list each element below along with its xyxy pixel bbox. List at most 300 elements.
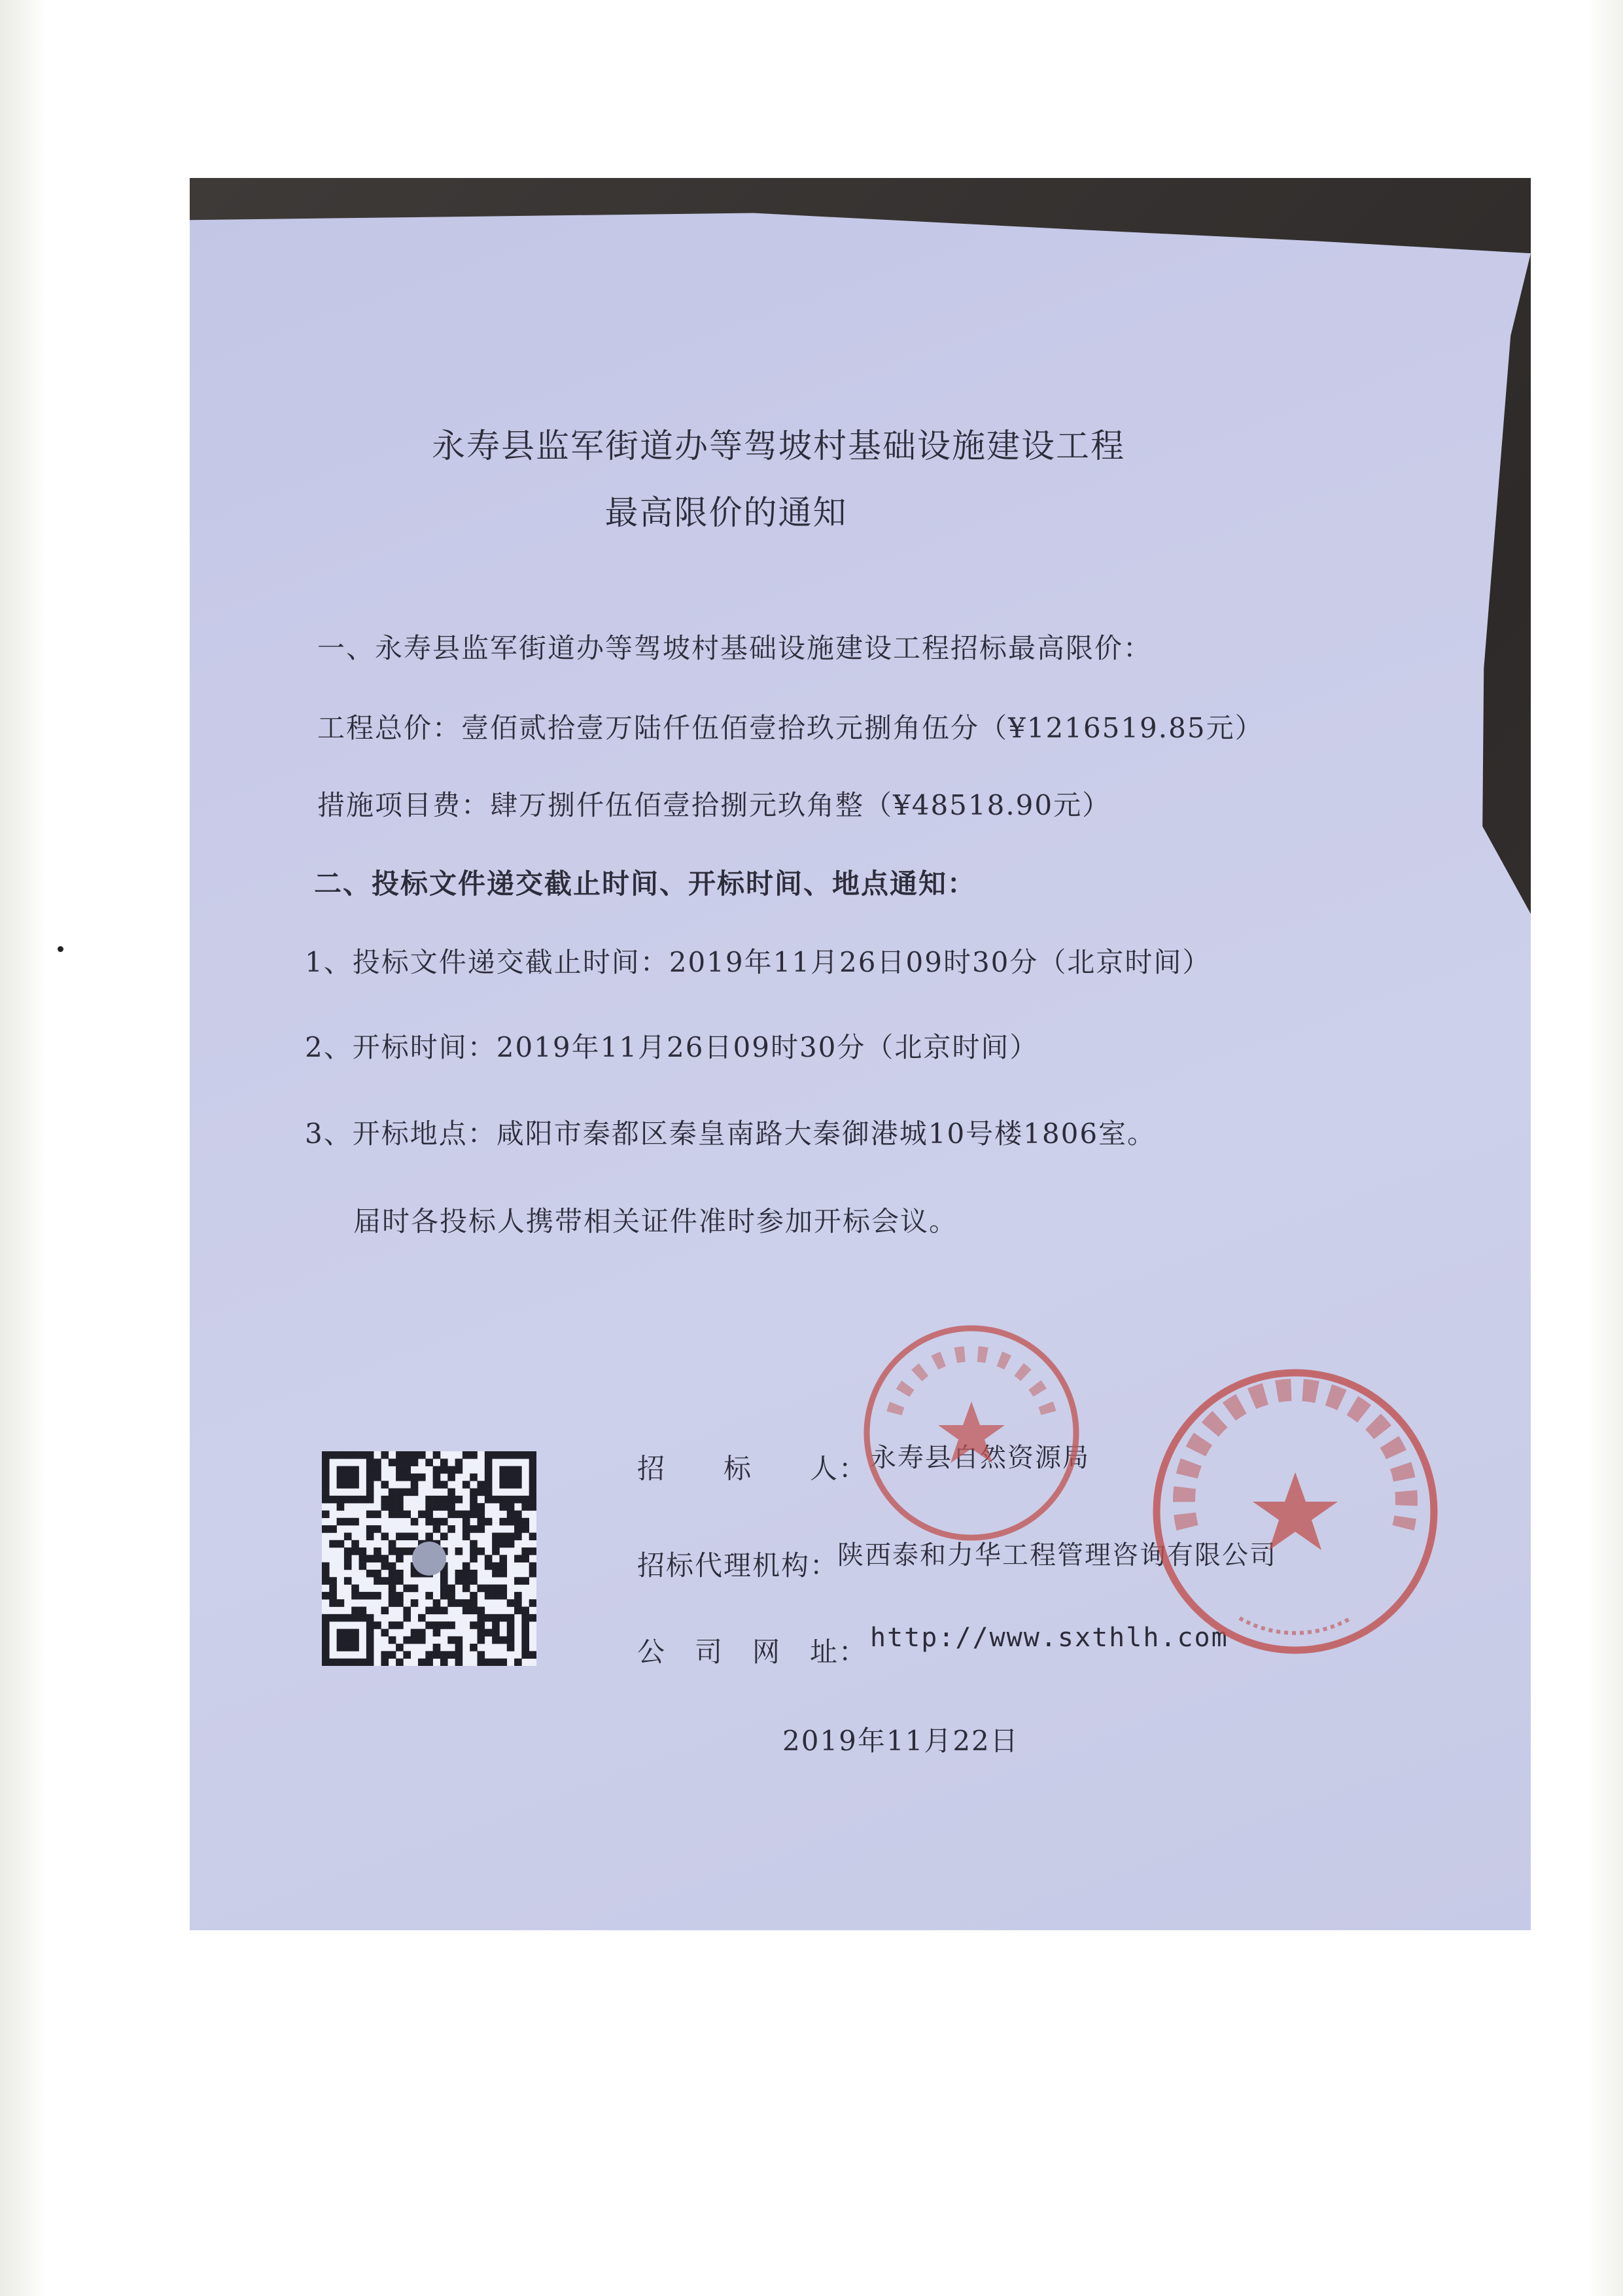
qr-module (322, 1466, 330, 1474)
qr-module (499, 1570, 507, 1578)
agent-seal-icon (1142, 1358, 1449, 1665)
opening-time-item: 2、开标时间：2019年11月26日09时30分（北京时间） (305, 1031, 1039, 1063)
qr-module (329, 1585, 337, 1593)
qr-module (521, 1518, 529, 1526)
qr-module (425, 1458, 433, 1466)
scan-left-edge (0, 0, 46, 2296)
qr-module (425, 1659, 433, 1666)
deadline-item: 1、投标文件递交截止时间：2019年11月26日09时30分（北京时间） (305, 946, 1212, 978)
qr-module (514, 1474, 522, 1481)
qr-module (478, 1607, 485, 1615)
qr-module (499, 1659, 507, 1666)
qr-module (478, 1636, 485, 1644)
qr-module (411, 1489, 419, 1496)
qr-module (389, 1577, 396, 1585)
agent-label: 招标代理机构： (637, 1549, 839, 1581)
qr-module (514, 1577, 522, 1585)
qr-module (366, 1481, 374, 1489)
qr-module (485, 1592, 493, 1600)
qr-module (389, 1563, 396, 1570)
qr-module (396, 1599, 404, 1607)
qr-module (418, 1636, 426, 1644)
closing-note: 届时各投标人携带相关证件准时参加开标会议。 (353, 1205, 958, 1237)
qr-module (344, 1629, 352, 1636)
qr-module (396, 1547, 404, 1555)
qr-module (374, 1474, 381, 1481)
qr-module (411, 1451, 419, 1459)
qr-module (322, 1563, 330, 1570)
qr-module (529, 1503, 536, 1511)
qr-module (514, 1451, 522, 1459)
qr-module (337, 1474, 345, 1481)
qr-module (381, 1451, 389, 1459)
qr-module (403, 1636, 411, 1644)
tenderer-value: 永寿县自然资源局 (870, 1443, 1090, 1473)
qr-module (403, 1532, 411, 1540)
qr-module (521, 1636, 529, 1644)
qr-module (403, 1607, 411, 1615)
qr-module (433, 1525, 441, 1533)
title-line-1: 永寿县监军街道办等驾坡村基础设施建设工程 (431, 427, 1125, 466)
qr-module (462, 1599, 470, 1607)
qr-module (507, 1636, 515, 1644)
qr-module (514, 1599, 522, 1607)
qr-module (418, 1451, 426, 1459)
qr-module (322, 1570, 330, 1578)
qr-module (403, 1614, 411, 1622)
qr-module (389, 1496, 396, 1504)
qr-module (433, 1518, 441, 1526)
qr-module (396, 1496, 404, 1504)
qr-module (366, 1621, 374, 1629)
qr-module (455, 1651, 463, 1659)
qr-module (337, 1481, 345, 1489)
qr-module (366, 1458, 374, 1466)
qr-module (344, 1466, 352, 1474)
qr-module (344, 1577, 352, 1585)
qr-module (389, 1621, 396, 1629)
qr-module (337, 1540, 345, 1548)
qr-module (322, 1451, 330, 1459)
qr-module (344, 1547, 352, 1555)
qr-module (470, 1525, 478, 1533)
qr-module (351, 1474, 359, 1481)
qr-module (507, 1644, 515, 1651)
qr-module (455, 1547, 463, 1555)
qr-module (344, 1451, 352, 1459)
qr-module (374, 1466, 381, 1474)
qr-module (366, 1592, 374, 1600)
qr-module (440, 1532, 448, 1540)
section1-heading: 一、永寿县监军街道办等驾坡村基础设施建设工程招标最高限价： (317, 632, 1153, 664)
qr-module (396, 1466, 404, 1474)
qr-module (396, 1644, 404, 1651)
qr-module (389, 1547, 396, 1555)
qr-module (418, 1614, 426, 1622)
qr-module (433, 1651, 441, 1659)
qr-module (344, 1644, 352, 1651)
qr-module (396, 1474, 404, 1481)
qr-module (529, 1570, 536, 1578)
qr-module (433, 1607, 441, 1615)
qr-module (344, 1659, 352, 1666)
qr-module (389, 1510, 396, 1518)
qr-module (470, 1451, 478, 1459)
qr-module (366, 1466, 374, 1474)
qr-module (351, 1614, 359, 1622)
qr-module (425, 1518, 433, 1526)
qr-module (529, 1614, 536, 1622)
qr-module (462, 1607, 470, 1615)
qr-module (337, 1636, 345, 1644)
qr-module (403, 1547, 411, 1555)
qr-module (337, 1466, 345, 1474)
qr-module (374, 1555, 381, 1563)
qr-module (470, 1577, 478, 1585)
qr-module (411, 1629, 419, 1636)
qr-module (447, 1599, 455, 1607)
qr-module (529, 1651, 536, 1659)
qr-module (514, 1466, 522, 1474)
qr-module (455, 1577, 463, 1585)
qr-module (440, 1503, 448, 1511)
qr-module (433, 1621, 441, 1629)
qr-module (499, 1518, 507, 1526)
qr-module (344, 1518, 352, 1526)
qr-module (322, 1510, 330, 1518)
qr-module (433, 1481, 441, 1489)
qr-module (529, 1489, 536, 1496)
qr-module (366, 1510, 374, 1518)
qr-module (396, 1458, 404, 1466)
qr-module (492, 1592, 500, 1600)
qr-module (337, 1644, 345, 1651)
qr-module (329, 1496, 337, 1504)
qr-module (521, 1621, 529, 1629)
qr-module (411, 1570, 419, 1578)
qr-module (514, 1659, 522, 1666)
qr-module (492, 1629, 500, 1636)
qr-module (425, 1607, 433, 1615)
qr-module (344, 1496, 352, 1504)
qr-module (470, 1599, 478, 1607)
qr-module (337, 1451, 345, 1459)
qr-module (478, 1629, 485, 1636)
qr-module (366, 1525, 374, 1533)
qr-module (485, 1563, 493, 1570)
issue-date: 2019年11月22日 (782, 1725, 1019, 1757)
qr-module (322, 1659, 330, 1666)
qr-module (514, 1510, 522, 1518)
qr-module (470, 1489, 478, 1496)
qr-module (447, 1525, 455, 1533)
qr-module (507, 1614, 515, 1622)
qr-module (485, 1629, 493, 1636)
qr-module (455, 1636, 463, 1644)
qr-module (396, 1451, 404, 1459)
qr-module (492, 1547, 500, 1555)
qr-module (411, 1518, 419, 1526)
qr-module (440, 1621, 448, 1629)
website-value: http://www.sxthlh.com (870, 1623, 1229, 1653)
qr-module (322, 1614, 330, 1622)
qr-module (507, 1496, 515, 1504)
qr-module (425, 1651, 433, 1659)
qr-module (478, 1481, 485, 1489)
opening-location-item: 3、开标地点：咸阳市秦都区秦皇南路大秦御港城10号楼1806室。 (305, 1118, 1157, 1150)
qr-module (499, 1555, 507, 1563)
qr-module (447, 1474, 455, 1481)
qr-module (425, 1592, 433, 1600)
qr-module (403, 1458, 411, 1466)
qr-module (418, 1659, 426, 1666)
qr-module (396, 1555, 404, 1563)
qr-module (462, 1570, 470, 1578)
qr-module (470, 1547, 478, 1555)
qr-module (478, 1510, 485, 1518)
scan-speck (58, 946, 63, 952)
qr-module (521, 1547, 529, 1555)
qr-module (374, 1592, 381, 1600)
qr-module (389, 1636, 396, 1644)
qr-module (359, 1614, 367, 1622)
qr-module (396, 1489, 404, 1496)
qr-module (485, 1481, 493, 1489)
qr-module (478, 1518, 485, 1526)
qr-module (322, 1577, 330, 1585)
qr-module (529, 1481, 536, 1489)
qr-module (366, 1659, 374, 1666)
qr-module (470, 1503, 478, 1511)
qr-module (470, 1621, 478, 1629)
qr-module (351, 1496, 359, 1504)
qr-module (433, 1474, 441, 1481)
qr-module (478, 1585, 485, 1593)
qr-module (337, 1599, 345, 1607)
qr-module (403, 1466, 411, 1474)
qr-module (351, 1547, 359, 1555)
qr-module (351, 1629, 359, 1636)
qr-module (521, 1525, 529, 1533)
qr-module (389, 1592, 396, 1600)
qr-module (337, 1496, 345, 1504)
qr-module (329, 1659, 337, 1666)
qr-module (351, 1644, 359, 1651)
qr-module (499, 1540, 507, 1548)
qr-module (462, 1563, 470, 1570)
qr-module (381, 1651, 389, 1659)
qr-module (396, 1577, 404, 1585)
qr-module (447, 1636, 455, 1644)
qr-module (470, 1592, 478, 1600)
qr-module (529, 1532, 536, 1540)
tenderer-seal-icon (854, 1315, 1089, 1551)
qr-module (366, 1451, 374, 1459)
qr-module (529, 1496, 536, 1504)
qr-module (411, 1458, 419, 1466)
qr-module (499, 1481, 507, 1489)
qr-module (366, 1532, 374, 1540)
qr-module (492, 1614, 500, 1622)
qr-module (381, 1503, 389, 1511)
qr-module (521, 1503, 529, 1511)
qr-module (440, 1585, 448, 1593)
qr-module (440, 1570, 448, 1578)
qr-module (322, 1651, 330, 1659)
qr-module (381, 1532, 389, 1540)
qr-module (478, 1525, 485, 1533)
qr-module (359, 1555, 367, 1563)
qr-module (462, 1525, 470, 1533)
qr-module (351, 1466, 359, 1474)
qr-module (344, 1636, 352, 1644)
qr-module (366, 1651, 374, 1659)
qr-module (381, 1629, 389, 1636)
qr-module (359, 1592, 367, 1600)
qr-module (322, 1592, 330, 1600)
qr-module (521, 1607, 529, 1615)
qr-module (425, 1510, 433, 1518)
qr-module (411, 1585, 419, 1593)
qr-module (411, 1599, 419, 1607)
qr-module (462, 1481, 470, 1489)
qr-module (521, 1555, 529, 1563)
qr-module (381, 1496, 389, 1504)
qr-module (381, 1563, 389, 1570)
qr-module (329, 1451, 337, 1459)
qr-module (447, 1651, 455, 1659)
qr-module (425, 1496, 433, 1504)
qr-module (322, 1474, 330, 1481)
qr-module (462, 1577, 470, 1585)
qr-module (485, 1614, 493, 1622)
qr-module (521, 1629, 529, 1636)
section2-heading: 二、投标文件递交截止时间、开标时间、地点通知： (314, 868, 977, 900)
qr-module (411, 1474, 419, 1481)
qr-module (433, 1599, 441, 1607)
qr-module (492, 1540, 500, 1548)
qr-module (529, 1599, 536, 1607)
qr-module (389, 1503, 396, 1511)
qr-module (374, 1570, 381, 1578)
qr-module (447, 1585, 455, 1593)
qr-module (521, 1496, 529, 1504)
qr-module (337, 1659, 345, 1666)
qr-module (521, 1614, 529, 1622)
qr-module (514, 1592, 522, 1600)
qr-module (374, 1577, 381, 1585)
tenderer-label: 招 标 人： (637, 1453, 868, 1485)
qr-module (389, 1651, 396, 1659)
qr-module (507, 1474, 515, 1481)
qr-module (322, 1489, 330, 1496)
qr-module (462, 1585, 470, 1593)
qr-module (329, 1577, 337, 1585)
qr-module (381, 1607, 389, 1615)
qr-module (529, 1458, 536, 1466)
qr-module (447, 1489, 455, 1496)
qr-module (521, 1644, 529, 1651)
title-line-2: 最高限价的通知 (604, 494, 848, 533)
qr-module (478, 1651, 485, 1659)
qr-module (462, 1532, 470, 1540)
qr-module (329, 1592, 337, 1600)
qr-module (470, 1496, 478, 1504)
qr-module (403, 1451, 411, 1459)
qr-module (499, 1496, 507, 1504)
qr-module (425, 1621, 433, 1629)
qr-module (499, 1503, 507, 1511)
qr-module (329, 1599, 337, 1607)
qr-module (485, 1585, 493, 1593)
qr-module (492, 1563, 500, 1570)
qr-module (418, 1629, 426, 1636)
qr-module (529, 1466, 536, 1474)
qr-module (359, 1547, 367, 1555)
qr-module (440, 1518, 448, 1526)
qr-module (529, 1563, 536, 1570)
qr-module (529, 1451, 536, 1459)
qr-module (521, 1651, 529, 1659)
qr-module (322, 1481, 330, 1489)
qr-module (470, 1474, 478, 1481)
qr-module (396, 1532, 404, 1540)
qr-module (433, 1451, 441, 1459)
qr-module (507, 1481, 515, 1489)
qr-module (359, 1607, 367, 1615)
qr-module (485, 1496, 493, 1504)
qr-module (514, 1481, 522, 1489)
qr-module (485, 1518, 493, 1526)
qr-module (499, 1614, 507, 1622)
qr-module (440, 1481, 448, 1489)
qr-module (322, 1458, 330, 1466)
qr-module (507, 1510, 515, 1518)
qr-module (366, 1614, 374, 1622)
qr-module (322, 1629, 330, 1636)
qr-module (396, 1570, 404, 1578)
qr-module (359, 1563, 367, 1570)
qr-module (478, 1547, 485, 1555)
qr-module (374, 1525, 381, 1533)
qr-module (470, 1570, 478, 1578)
qr-module (366, 1496, 374, 1504)
qr-module (447, 1496, 455, 1504)
qr-module (351, 1607, 359, 1615)
qr-module (514, 1518, 522, 1526)
qr-module (389, 1599, 396, 1607)
qr-module (396, 1621, 404, 1629)
qr-module (381, 1481, 389, 1489)
qr-module (478, 1659, 485, 1666)
qr-module (440, 1607, 448, 1615)
qr-module (344, 1555, 352, 1563)
qr-module (329, 1525, 337, 1533)
qr-module (507, 1503, 515, 1511)
qr-module (411, 1532, 419, 1540)
qr-module (366, 1474, 374, 1481)
qr-logo (412, 1542, 446, 1576)
qr-module (440, 1466, 448, 1474)
qr-module (492, 1585, 500, 1593)
measures-fee: 措施项目费：肆万捌仟伍佰壹拾捌元玖角整（¥48518.90元） (317, 789, 1111, 821)
qr-module (478, 1503, 485, 1511)
qr-module (351, 1592, 359, 1600)
qr-module (337, 1503, 345, 1511)
qr-module (433, 1503, 441, 1511)
qr-module (366, 1570, 374, 1578)
qr-module (389, 1585, 396, 1593)
